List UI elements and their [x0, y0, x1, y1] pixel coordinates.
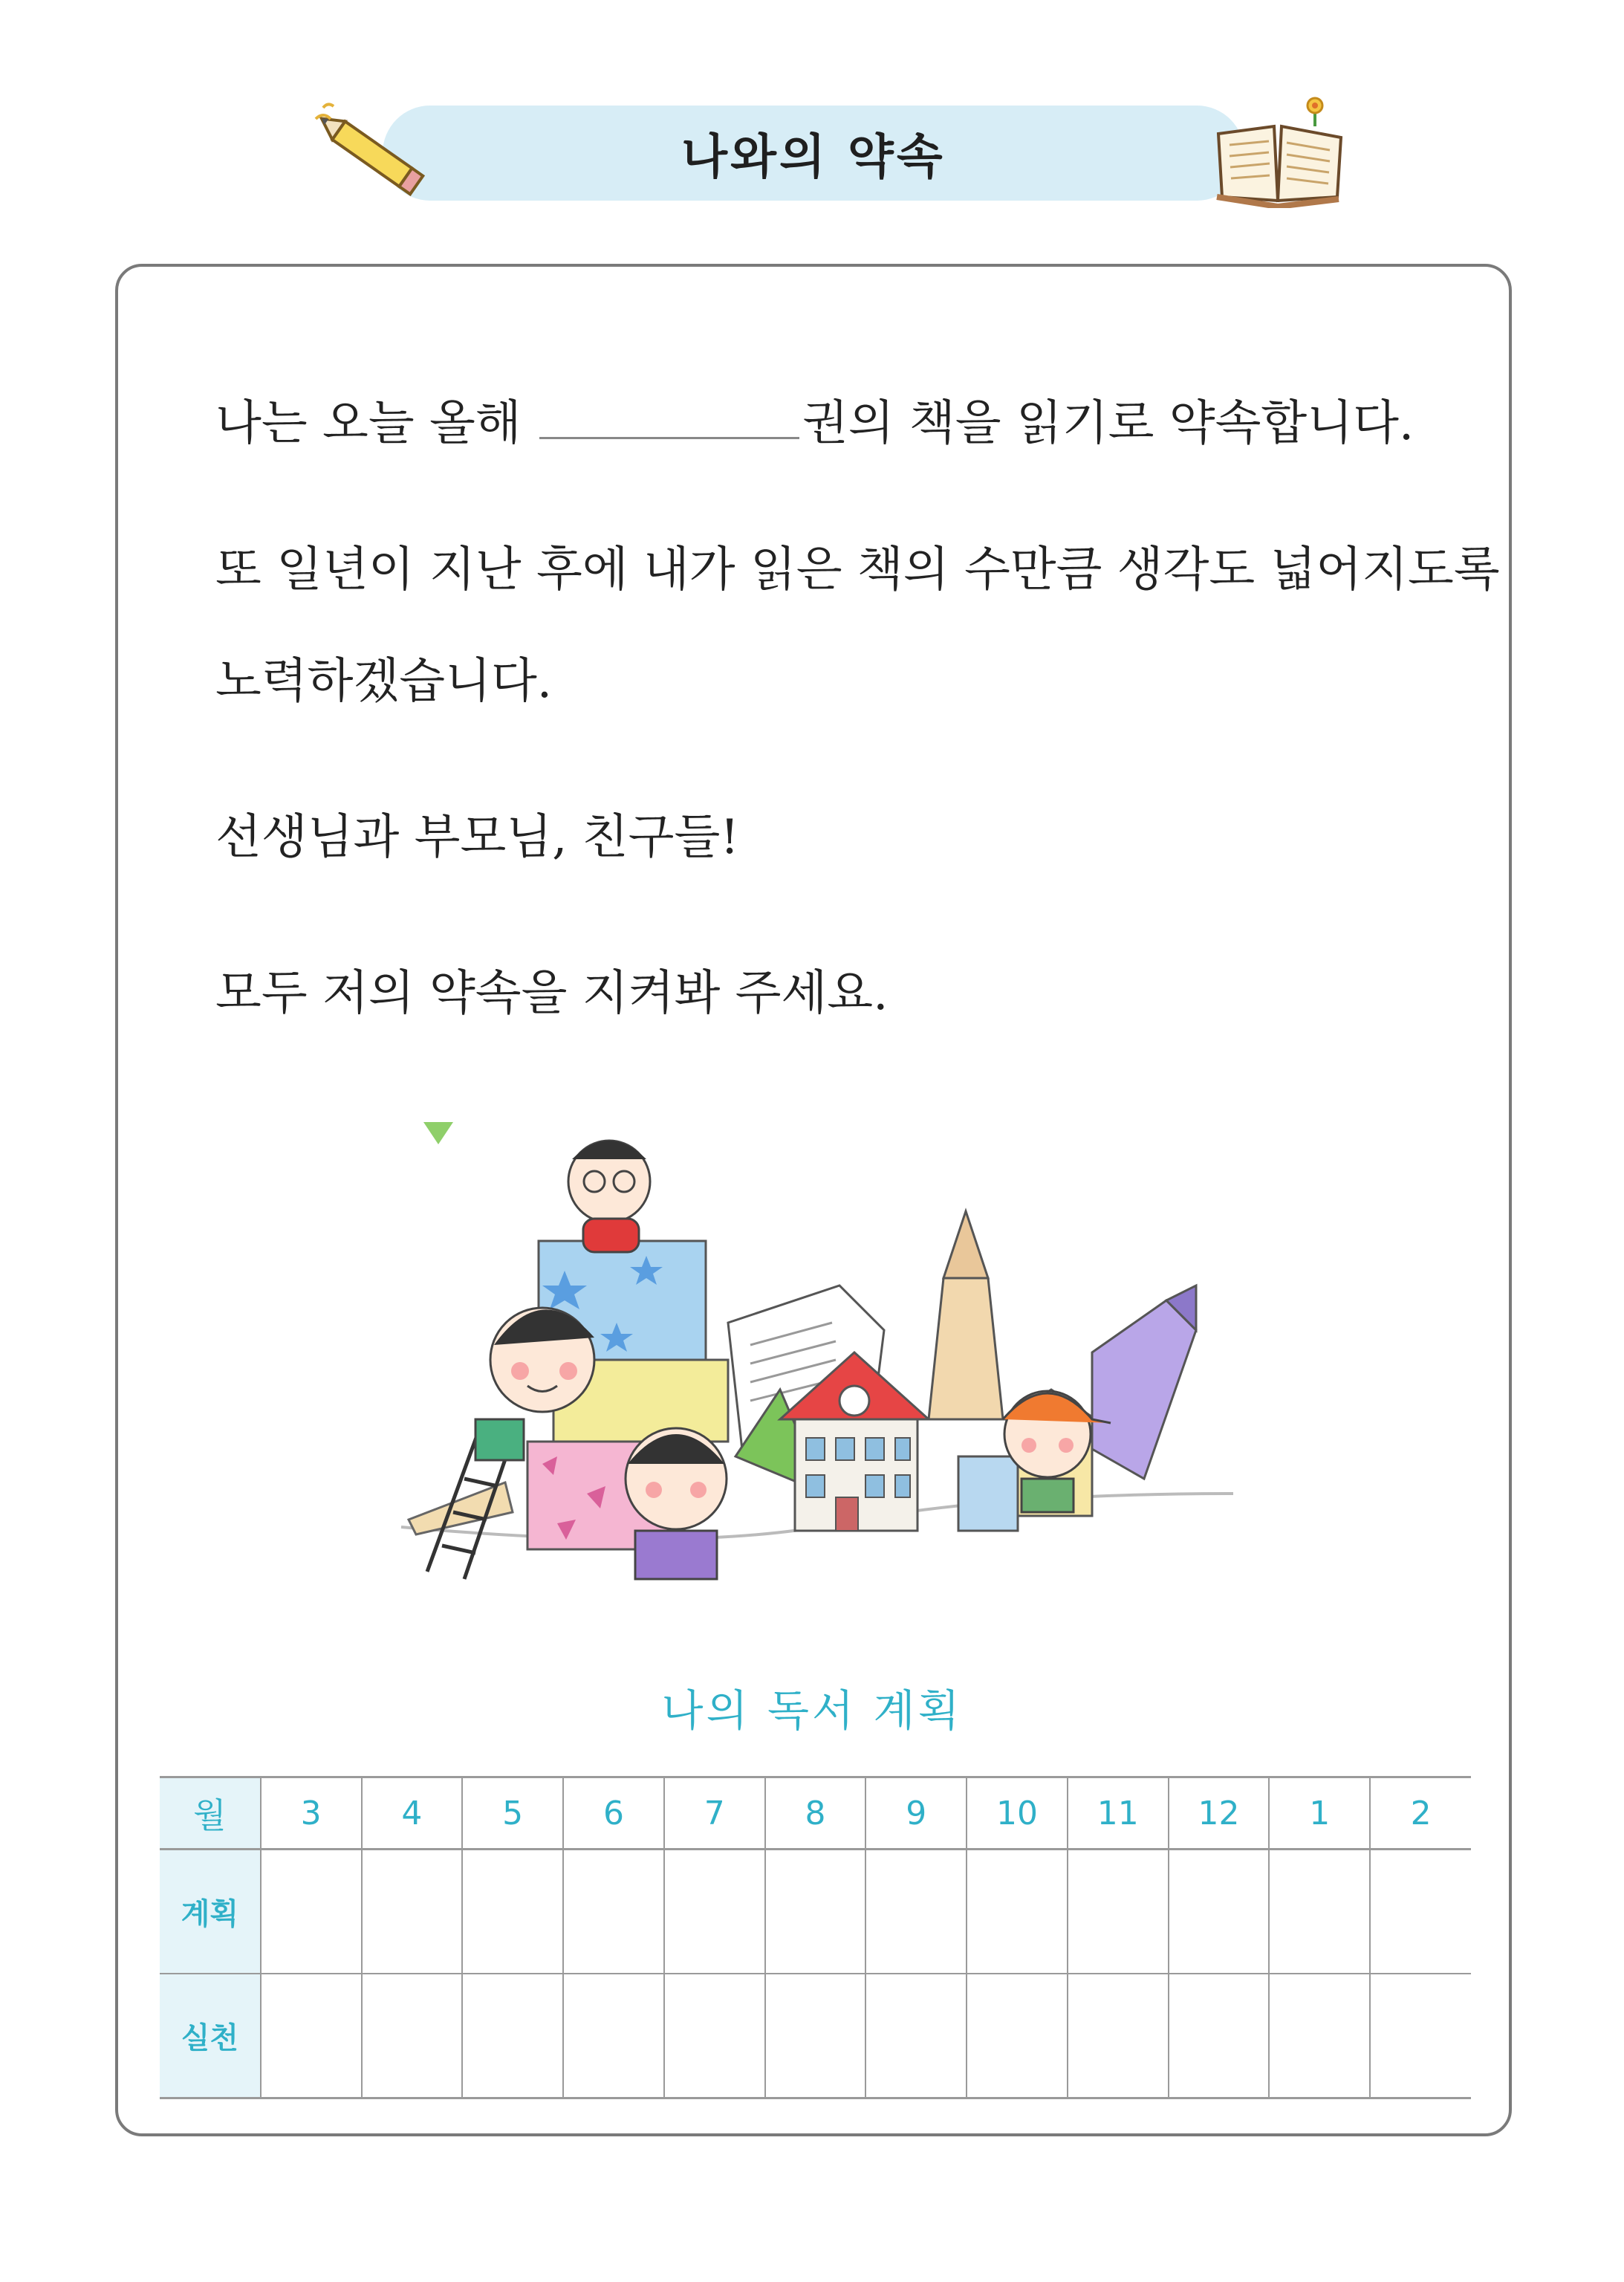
plan-entry-cell[interactable]: [563, 1850, 664, 1974]
practice-entry-cell[interactable]: [462, 1974, 563, 2098]
plan-entry-cell[interactable]: [1068, 1850, 1169, 1974]
month-cell: 11: [1068, 1777, 1169, 1850]
promise-line-5: 모두 저의 약속을 지켜봐 주세요.: [215, 966, 889, 1021]
month-cell: 4: [362, 1777, 463, 1850]
promise-line-4: 선생님과 부모님, 친구들!: [215, 810, 739, 865]
reading-plan-title: 나의 독서 계획: [661, 1685, 963, 1736]
practice-row-label: 실천: [160, 1974, 261, 2098]
plan-entry-cell[interactable]: [261, 1850, 362, 1974]
practice-entry-cell[interactable]: [967, 1974, 1068, 2098]
practice-entry-cell[interactable]: [261, 1974, 362, 2098]
month-cell: 8: [765, 1777, 866, 1850]
month-header-row: [160, 1777, 1471, 1850]
month-cell: 5: [462, 1777, 563, 1850]
promise-line-1: [215, 395, 1414, 451]
month-cell: 2: [1370, 1777, 1471, 1850]
plan-entry-cell[interactable]: [967, 1850, 1068, 1974]
plan-row-label: 계획: [160, 1850, 261, 1974]
plan-entry-cell[interactable]: [765, 1850, 866, 1974]
page-title: 나와의 약속: [681, 130, 946, 185]
pencil-icon: [301, 97, 449, 215]
plan-entry-cell[interactable]: [1269, 1850, 1370, 1974]
kids-reading-illustration: [394, 1107, 1256, 1612]
book-count-blank[interactable]: [539, 395, 799, 439]
practice-entry-cell[interactable]: [865, 1974, 967, 2098]
promise-text-after: 권의 책을 읽기로 약속합니다.: [802, 396, 1414, 451]
month-cell: 1: [1269, 1777, 1370, 1850]
practice-entry-cell[interactable]: [664, 1974, 765, 2098]
plan-entry-cell[interactable]: [1370, 1850, 1471, 1974]
practice-entry-cell[interactable]: [1169, 1974, 1270, 2098]
practice-row: [160, 1974, 1471, 2098]
promise-line-3: 노력하겠습니다.: [215, 654, 553, 709]
plan-row: [160, 1850, 1471, 1974]
practice-entry-cell[interactable]: [362, 1974, 463, 2098]
plan-entry-cell[interactable]: [462, 1850, 563, 1974]
month-cell: 9: [865, 1777, 967, 1850]
open-book-icon: [1204, 97, 1352, 208]
plan-entry-cell[interactable]: [664, 1850, 765, 1974]
plan-entry-cell[interactable]: [362, 1850, 463, 1974]
practice-entry-cell[interactable]: [1068, 1974, 1169, 2098]
month-cell: 6: [563, 1777, 664, 1850]
month-cell: 10: [967, 1777, 1068, 1850]
promise-line-2: 또 일년이 지난 후에 내가 읽은 책의 수만큼 생각도 넓어지도록: [215, 542, 1500, 597]
month-label: 월: [160, 1777, 261, 1850]
reading-plan-table: [160, 1776, 1471, 2099]
practice-entry-cell[interactable]: [765, 1974, 866, 2098]
promise-text-before: 나는 오늘 올해: [215, 396, 522, 451]
practice-entry-cell[interactable]: [1269, 1974, 1370, 2098]
month-cell: 3: [261, 1777, 362, 1850]
month-cell: 7: [664, 1777, 765, 1850]
plan-entry-cell[interactable]: [1169, 1850, 1270, 1974]
practice-entry-cell[interactable]: [1370, 1974, 1471, 2098]
practice-entry-cell[interactable]: [563, 1974, 664, 2098]
month-cell: 12: [1169, 1777, 1270, 1850]
plan-entry-cell[interactable]: [865, 1850, 967, 1974]
